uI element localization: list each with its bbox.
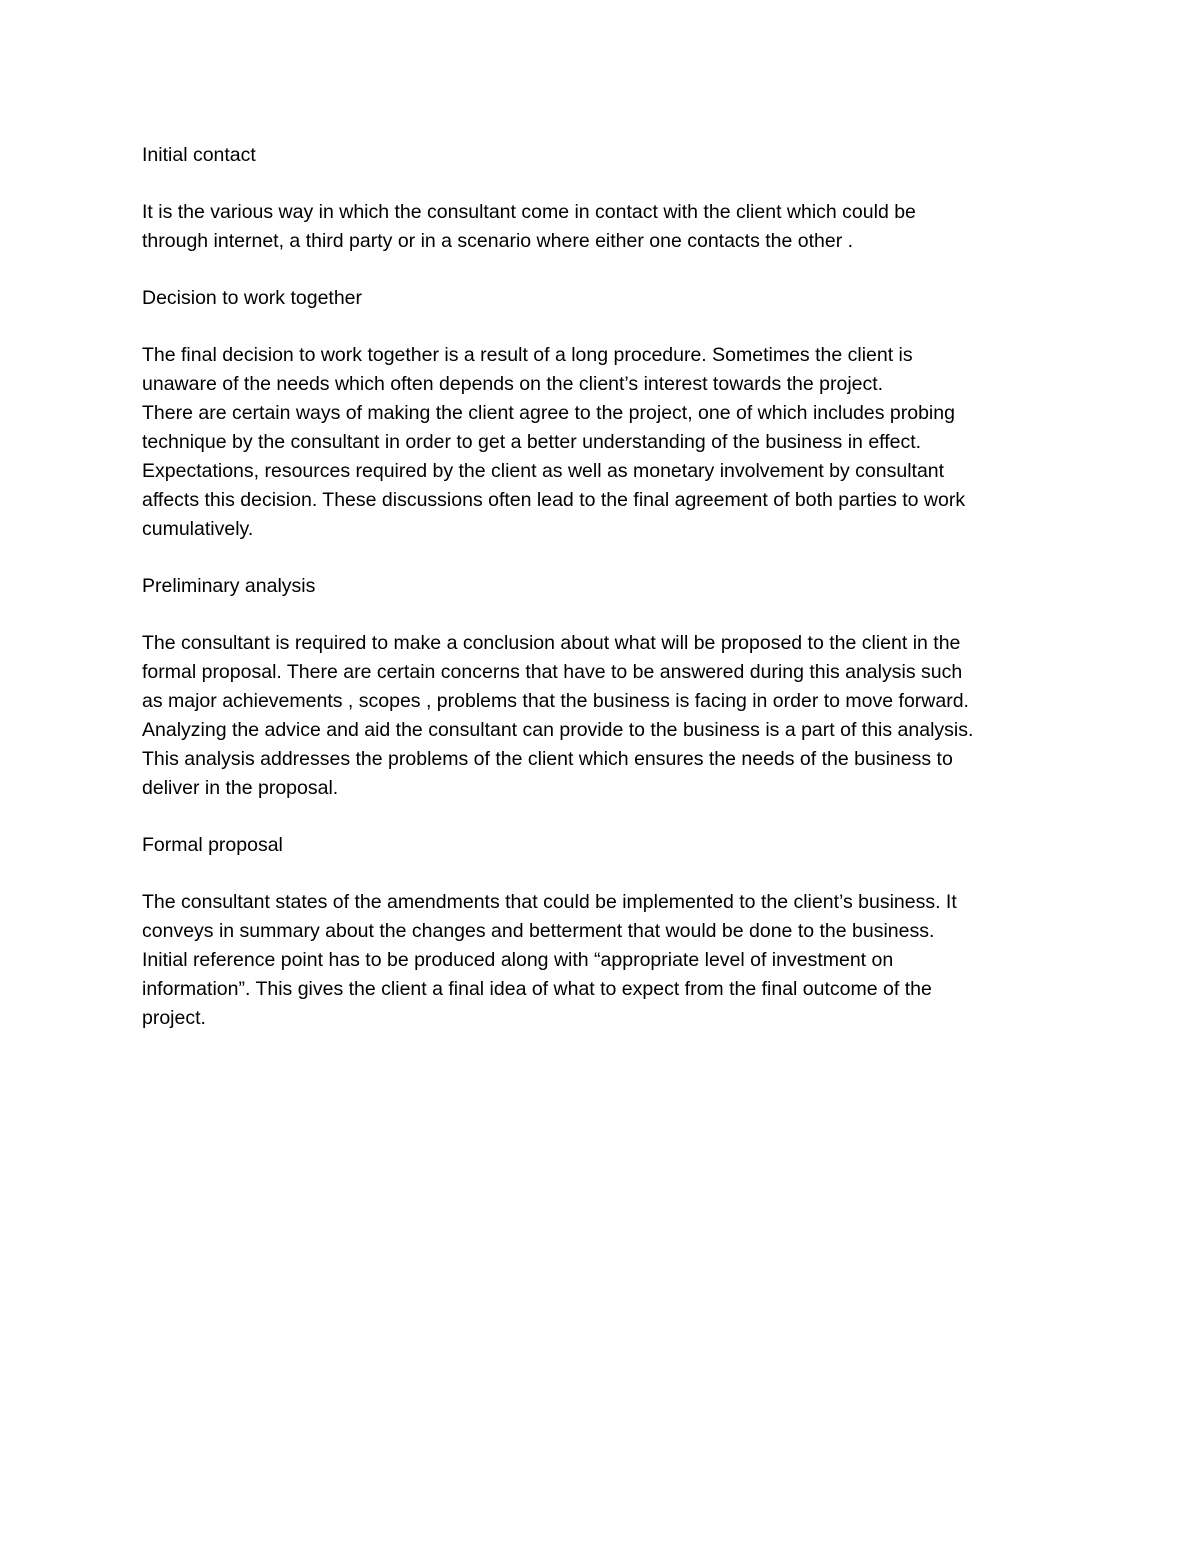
paragraph-line: deliver in the proposal.	[142, 777, 339, 799]
section-heading: Formal proposal	[142, 834, 283, 856]
paragraph-line: The consultant states of the amendments that could be implemented to the client’s business. It	[142, 891, 957, 913]
paragraph-line: Expectations, resources required by the client as well as monetary involvement by consultant	[142, 460, 945, 482]
paragraph-line: Analyzing the advice and aid the consultant can provide to the business is a part of this analysis.	[142, 719, 974, 741]
section-paragraph	[142, 341, 1082, 544]
paragraph-line: as major achievements , scopes , problems that the business is facing in order to move forward.	[142, 690, 969, 712]
section-preliminary-analysis	[142, 572, 1082, 803]
paragraph-line: formal proposal. There are certain concerns that have to be answered during this analysis such	[142, 661, 963, 683]
paragraph-line: This analysis addresses the problems of the client which ensures the needs of the business to	[142, 748, 953, 770]
section-decision-to-work-together	[142, 284, 1082, 544]
paragraph-line: Initial reference point has to be produced along with “appropriate level of investment on	[142, 949, 894, 971]
paragraph-line: through internet, a third party or in a scenario where either one contacts the other .	[142, 230, 854, 252]
section-paragraph	[142, 888, 1082, 1033]
section-formal-proposal	[142, 831, 1082, 1033]
paragraph-line: The final decision to work together is a result of a long procedure. Sometimes the client is	[142, 344, 913, 366]
paragraph-line: conveys in summary about the changes and betterment that would be done to the business.	[142, 920, 935, 942]
paragraph-line: project.	[142, 1007, 206, 1029]
paragraph-line: The consultant is required to make a conclusion about what will be proposed to the client in the	[142, 632, 961, 654]
section-paragraph	[142, 198, 1082, 256]
section-initial-contact	[142, 141, 1082, 256]
paragraph-line: information”. This gives the client a final idea of what to expect from the final outcome of the	[142, 978, 932, 1000]
paragraph-line: cumulatively.	[142, 518, 254, 540]
document-body	[142, 141, 1082, 1061]
section-heading: Initial contact	[142, 144, 256, 166]
section-paragraph	[142, 629, 1082, 803]
section-heading: Decision to work together	[142, 287, 363, 309]
section-heading: Preliminary analysis	[142, 575, 316, 597]
paragraph-line: unaware of the needs which often depends on the client’s interest towards the project.	[142, 373, 884, 395]
paragraph-line: It is the various way in which the consultant come in contact with the client which could be	[142, 201, 916, 223]
paragraph-line: There are certain ways of making the client agree to the project, one of which includes probing	[142, 402, 955, 424]
paragraph-line: technique by the consultant in order to get a better understanding of the business in effect.	[142, 431, 922, 453]
paragraph-line: affects this decision. These discussions often lead to the final agreement of both parties to work	[142, 489, 966, 511]
